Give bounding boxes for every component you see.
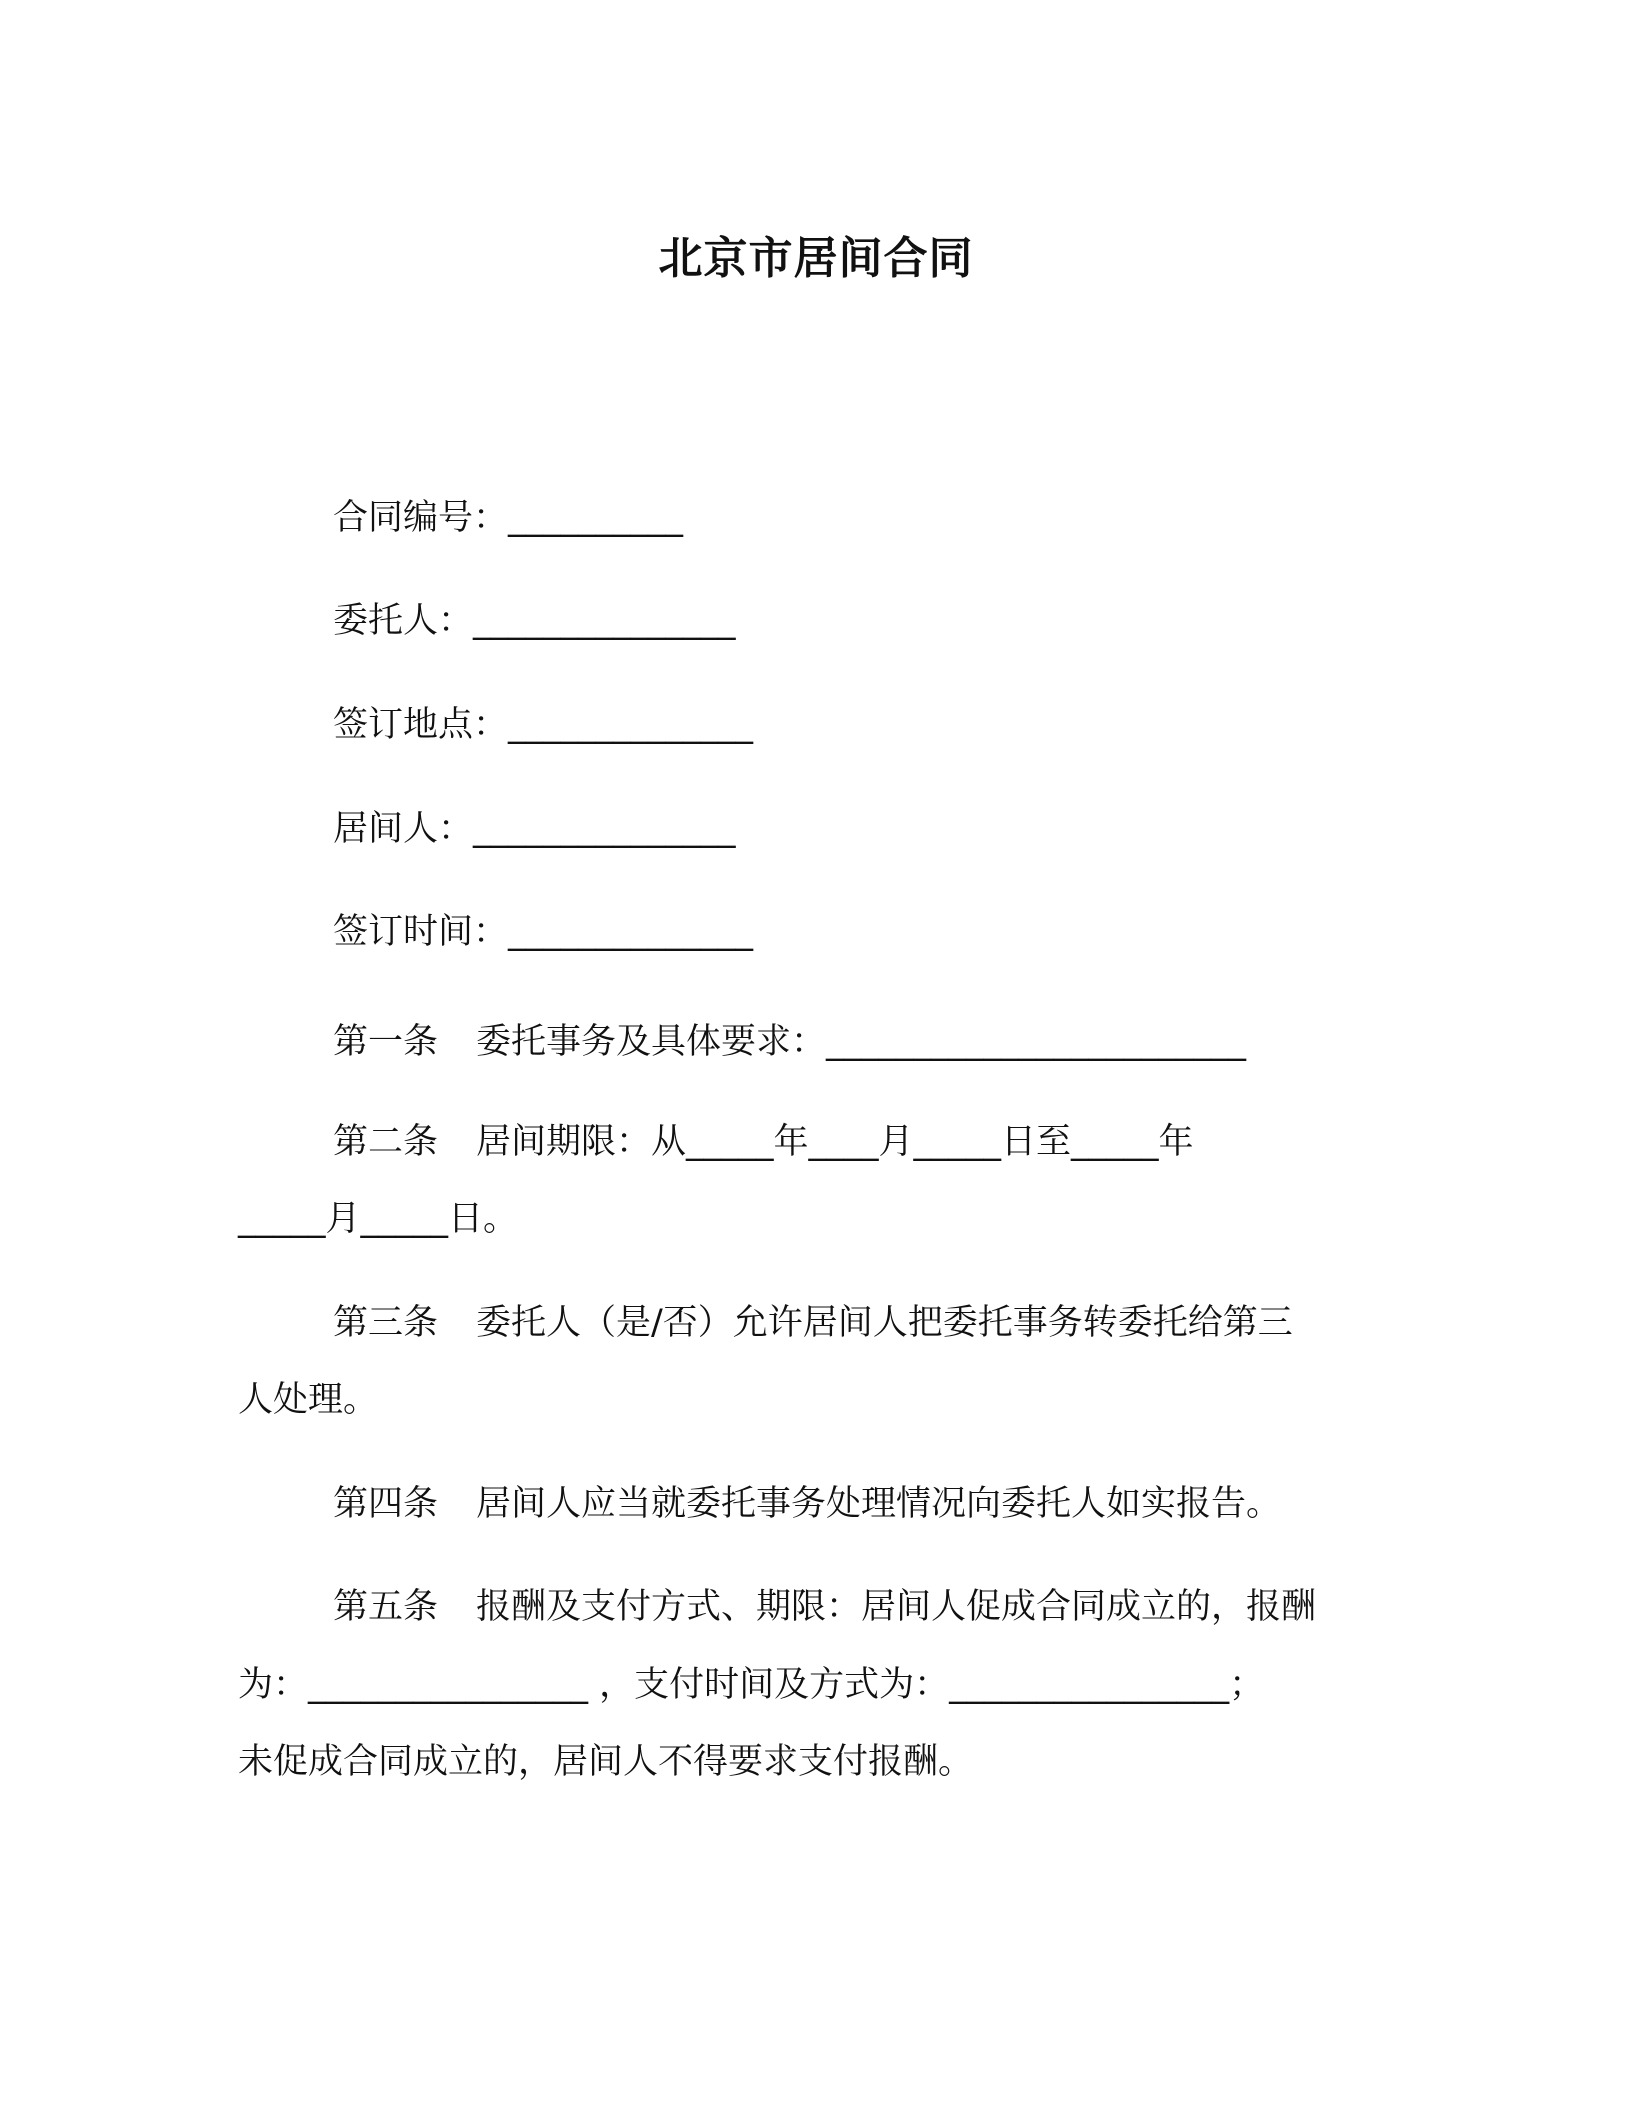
field-principal bbox=[333, 597, 736, 645]
field-label: 居间人： bbox=[333, 809, 474, 849]
article-number: 第四条 bbox=[333, 1484, 439, 1524]
field-blank: ______________ bbox=[508, 912, 754, 952]
article-2 bbox=[333, 1118, 1194, 1166]
article-1 bbox=[333, 1018, 1246, 1066]
article-text: 居间人应当就委托事务处理情况向委托人如实报告。 bbox=[476, 1484, 1282, 1524]
field-blank: ______________ bbox=[508, 705, 754, 745]
field-intermediary bbox=[333, 805, 736, 853]
field-signing-place bbox=[333, 701, 753, 749]
article-5-continuation-1: 为：________________ ，支付时间及方式为：________________； bbox=[238, 1665, 1265, 1705]
field-label: 合同编号： bbox=[333, 498, 509, 538]
article-3-continuation: 人处理。 bbox=[238, 1380, 379, 1420]
field-blank: _______________ bbox=[473, 601, 736, 641]
article-number: 第一条 bbox=[333, 1022, 439, 1062]
field-blank: _______________ bbox=[473, 809, 736, 849]
field-contract-number bbox=[333, 494, 683, 542]
article-5-continuation-2: 未促成合同成立的，居间人不得要求支付报酬。 bbox=[238, 1742, 974, 1782]
article-text: 委托事务及具体要求：________________________ bbox=[476, 1022, 1247, 1062]
field-label: 委托人： bbox=[333, 601, 474, 641]
field-label: 签订地点： bbox=[333, 705, 509, 745]
article-text: 委托人（是/否）允许居间人把委托事务转委托给第三 bbox=[476, 1303, 1293, 1343]
article-3 bbox=[333, 1299, 1293, 1347]
article-text: 报酬及支付方式、期限：居间人促成合同成立的，报酬 bbox=[476, 1587, 1317, 1627]
field-signing-time bbox=[333, 908, 753, 956]
article-2-continuation: _____月_____日。 bbox=[238, 1199, 519, 1239]
article-5 bbox=[333, 1583, 1316, 1631]
article-number: 第二条 bbox=[333, 1122, 439, 1162]
article-text: 居间期限：从_____年____月_____日至_____年 bbox=[476, 1122, 1194, 1162]
article-number: 第五条 bbox=[333, 1587, 439, 1627]
article-4 bbox=[333, 1480, 1281, 1528]
document-title: 北京市居间合同 bbox=[658, 233, 974, 284]
field-blank: __________ bbox=[508, 498, 684, 538]
article-number: 第三条 bbox=[333, 1303, 439, 1343]
field-label: 签订时间： bbox=[333, 912, 509, 952]
